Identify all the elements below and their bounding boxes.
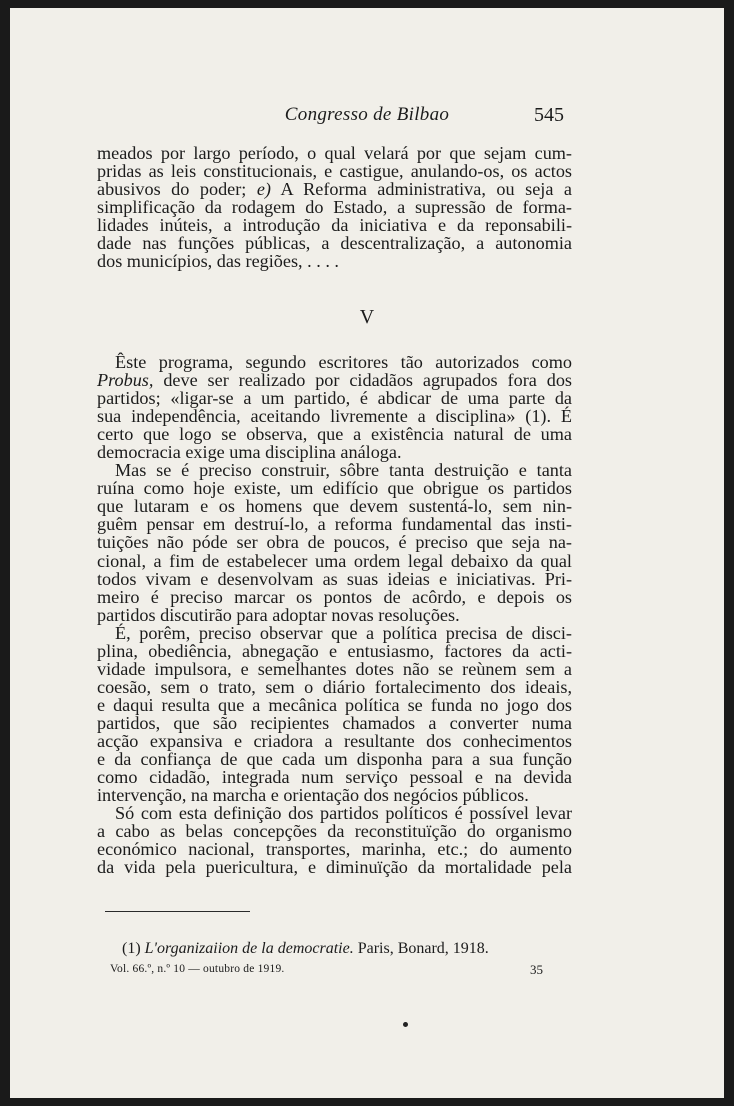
text-line	[97, 660, 572, 678]
running-header	[10, 104, 724, 128]
text-line	[97, 162, 572, 180]
text-line	[97, 750, 572, 768]
text-line	[97, 389, 572, 407]
text-line	[97, 216, 572, 234]
footnote-title: L'organizaiion de la democratie.	[144, 940, 354, 957]
text-line-content: abusivos do poder; e) A Reforma administrativa, ou seja a	[97, 179, 572, 200]
text-line	[97, 624, 572, 642]
text-line-content: vidade impulsora, e semelhantes dotes não se reùnem sem a	[97, 658, 572, 679]
text-line	[97, 840, 572, 858]
text-line-content: Só com esta definição dos partidos políticos é possível levar	[115, 803, 572, 824]
paper-speck	[403, 1022, 408, 1027]
text-line-content: cional, a fim de estabelecer uma ordem legal debaixo da qual	[97, 550, 572, 571]
text-line	[97, 180, 572, 198]
text-line	[97, 533, 572, 551]
book-page	[10, 8, 724, 1098]
text-line	[97, 786, 572, 804]
text-line-content: intervenção, na marcha e orientação dos negócios públicos.	[97, 785, 529, 806]
text-line	[97, 479, 572, 497]
text-line-content: partidos discutirão para adoptar novas resoluções.	[97, 604, 460, 625]
running-title: Congresso de Bilbao	[284, 104, 450, 125]
section-heading: V	[359, 306, 375, 328]
text-line-content: guêm pensar em destruí-lo, a reforma fundamental das insti-	[97, 514, 572, 535]
text-line-content: Probus, deve ser realizado por cidadãos agrupados fora dos	[97, 370, 572, 391]
text-line	[97, 407, 572, 425]
text-line	[97, 515, 572, 533]
text-line-content: e daqui resulta que a mecânica política se funda no jogo dos	[97, 694, 572, 715]
text-line-content: pridas as leis constitucionais, e castigue, anulando-os, os actos	[97, 161, 572, 182]
text-line	[97, 714, 572, 732]
text-line-content: Mas se é preciso construir, sôbre tanta destruição e tanta	[115, 460, 572, 481]
text-line-content: Êste programa, segundo escritores tão autorizados como	[115, 352, 572, 372]
text-line-content: simplificação da rodagem do Estado, a supressão de forma-	[97, 197, 572, 218]
text-line-content: sua independência, aceitando livremente a disciplina» (1). É	[97, 406, 572, 427]
text-line-content: partidos, que são recipientes chamados a converter numa	[97, 712, 572, 733]
text-line	[97, 804, 572, 822]
text-line	[97, 425, 572, 443]
paragraph-section-v	[97, 353, 572, 876]
text-line-content: meiro é preciso marcar os pontos de acôrdo, e depois os	[97, 586, 572, 607]
text-line-content: como cidadão, integrada num serviço pessoal e na devida	[97, 767, 572, 788]
footnote-rule	[105, 911, 250, 912]
text-line	[97, 858, 572, 876]
text-line	[97, 144, 572, 162]
text-line	[97, 696, 572, 714]
text-line	[97, 198, 572, 216]
text-line-content: e da confiança de que cada um disponha para a sua função	[97, 749, 572, 770]
text-line	[97, 768, 572, 786]
footnote-source: Paris, Bonard, 1918.	[357, 940, 489, 957]
text-line	[97, 353, 572, 371]
text-line-content: que lutaram e os homens que devem sustentá-lo, sem nin-	[97, 496, 572, 517]
text-line-content: certo que logo se observa, que a existência natural de uma	[97, 424, 572, 445]
text-line	[97, 570, 572, 588]
text-line-content: económico nacional, transportes, marinha, etc.; do aumento	[97, 839, 572, 860]
text-line	[97, 606, 572, 624]
text-line-content: ruína como hoje existe, um edifício que obrigue os partidos	[97, 478, 572, 499]
footnote	[122, 940, 489, 958]
text-line	[97, 252, 572, 270]
text-line-content: dade nas funções públicas, a descentralização, a autonomia	[97, 233, 572, 254]
text-line-content: tuições não póde ser obra de poucos, é preciso que seja na-	[97, 532, 572, 553]
text-line-content: dos municípios, das regiões, . . . .	[97, 251, 339, 272]
text-line	[97, 678, 572, 696]
text-line	[97, 822, 572, 840]
text-line-content: partidos; «ligar-se a um partido, é abdicar de uma parte da	[97, 388, 572, 409]
text-line-content: todos vivam e desenvolvam as suas ideias e iniciativas. Pri-	[97, 568, 572, 589]
text-line-content: democracia exige uma disciplina análoga.	[97, 442, 402, 463]
text-line-content: coesão, sem o trato, sem o diário fortalecimento dos ideais,	[97, 676, 572, 697]
text-line-content: a cabo as belas concepções da reconstituïção do organismo	[97, 821, 572, 842]
text-line	[97, 497, 572, 515]
text-line-content: acção expansiva e criadora a resultante dos conhecimentos	[97, 730, 572, 751]
text-line-content: plina, obediência, abnegação e entusiasmo, factores da acti-	[97, 640, 572, 661]
text-line-content: meados por largo período, o qual velará por que sejam cum-	[97, 143, 572, 163]
text-line	[97, 461, 572, 479]
text-line-content: lidades inúteis, a introdução da iniciativa e da reponsabili-	[97, 215, 572, 236]
page-number: 545	[534, 104, 564, 126]
signature-line: Vol. 66.º, n.º 10 — outubro de 1919.	[110, 963, 285, 975]
text-line	[97, 588, 572, 606]
text-line-content: da vida pela puericultura, e diminuïção da mortalidade pela	[97, 857, 572, 878]
footnote-marker: (1)	[122, 940, 141, 957]
text-line	[97, 234, 572, 252]
text-line	[97, 371, 572, 389]
text-line	[97, 443, 572, 461]
text-line	[97, 552, 572, 570]
signature-number: 35	[530, 962, 543, 977]
text-line	[97, 642, 572, 660]
paragraph-continued	[97, 144, 572, 270]
text-line-content: É, porêm, preciso observar que a política precisa de disci-	[115, 622, 572, 643]
text-line	[97, 732, 572, 750]
